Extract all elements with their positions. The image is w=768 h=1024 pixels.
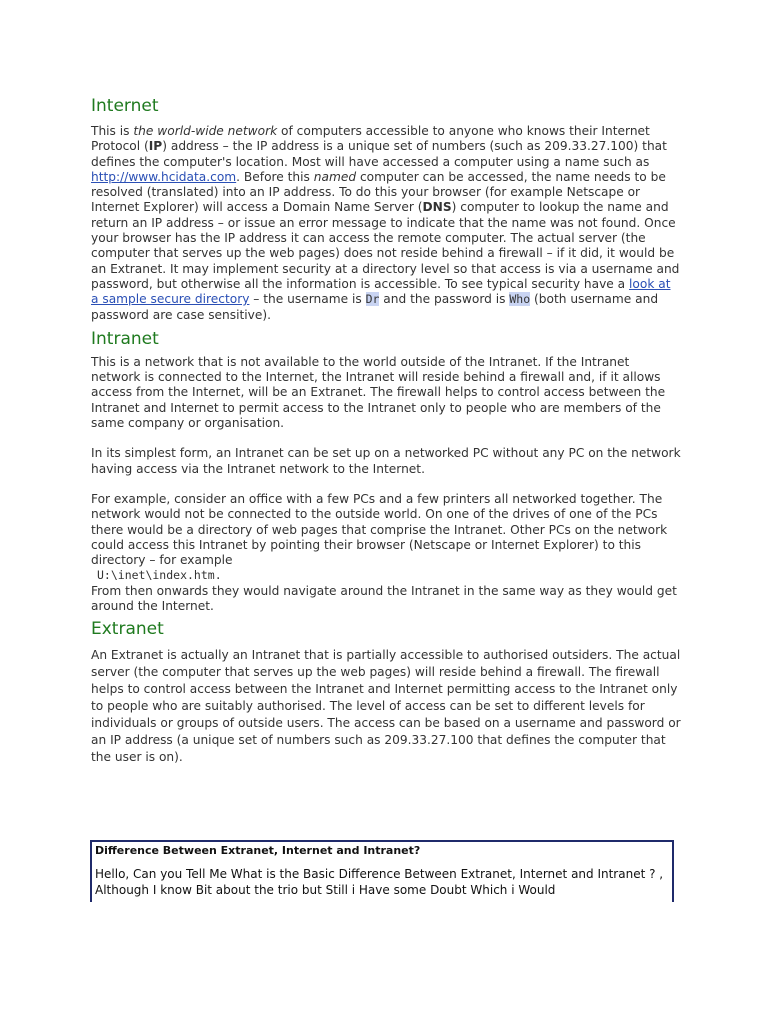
internet-text-2: of computers accessible to anyone who knows their Internet Protocol ( <box>91 124 650 154</box>
password-code: Who <box>509 292 531 307</box>
internet-dns-bold: DNS <box>422 200 452 215</box>
internet-text-5: computer can be accessed, the name needs to be resolved (translated) into an IP address. To do this your browser (for example Netscape or Internet Explorer) will access a Domain Name Server ( <box>91 169 666 215</box>
question-body: Hello, Can you Tell Me What is the Basic Difference Between Extranet, Internet and Intranet ? , Although I know Bit about the trio but Still i Have some Doubt Which i Would <box>95 867 664 897</box>
internet-ip-bold: IP <box>148 139 163 154</box>
intranet-paragraph-3 <box>91 492 681 614</box>
intranet-path-code: U:\inet\index.htm. <box>97 568 222 583</box>
internet-text-1: This is <box>91 124 134 138</box>
internet-text-3: ) address – the IP address is a unique set of numbers (such as 209.33.27.100) that defines the computer's location. Most will have accessed a computer using a name such as <box>91 139 667 169</box>
secure-directory-link[interactable]: look at a sample secure directory <box>91 276 671 307</box>
question-title: Difference Between Extranet, Internet and Intranet? <box>95 844 421 857</box>
internet-text-6: ) computer to lookup the name and return an IP address – or issue an error message to indicate that the name was not found. Once your browser has the IP address it can access the remote computer. The actual server (the computer that serves up the web pages) does not reside behind a firewall – if it did, it would be an Extranet. It may implement security at a directory level so that access is via a username and password, but otherwise all the information is accessible. To see typical security have a <box>91 200 680 291</box>
internet-text-9: (both username and password are case sensitive). <box>91 292 659 322</box>
intranet-section <box>91 327 681 614</box>
intranet-paragraph-2: In its simplest form, an Intranet can be set up on a networked PC without any PC on the network having access via the Intranet network to the Internet. <box>91 446 681 476</box>
question-box <box>90 840 674 902</box>
internet-heading: Internet <box>91 96 159 116</box>
extranet-paragraph: An Extranet is actually an Intranet that is partially accessible to authorised outsiders. The actual server (the computer that serves up the web pages) will reside behind a firewall. The firewall helps to control access between the Intranet and Internet permitting access to the Intranet only to people who are suitably authorised. The level of access can be set to different levels for individuals or groups of outside users. The access can be based on a username and password or an IP address (a unique set of numbers such as 209.33.27.100 that defines the computer that the user is on). <box>91 648 681 765</box>
internet-text-8: and the password is <box>379 292 510 307</box>
internet-emphasis-2: named <box>313 169 357 184</box>
extranet-heading: Extranet <box>91 619 164 640</box>
document-page <box>91 94 681 766</box>
internet-text-4: . Before this <box>236 169 314 184</box>
intranet-text-4: From then onwards they would navigate around the Intranet in the same way as they would get around the Internet. <box>91 583 677 614</box>
hcidata-link[interactable]: http://www.hcidata.com <box>91 169 237 184</box>
internet-emphasis-1: the world-wide network <box>133 124 278 138</box>
username-code: Dr <box>365 292 380 307</box>
paragraph-spacer <box>91 477 681 492</box>
intranet-heading: Intranet <box>91 328 159 349</box>
internet-text-7: – the username is <box>249 292 366 307</box>
extranet-section <box>91 617 681 766</box>
intranet-paragraph-1: This is a network that is not available to the world outside of the Intranet. If the Intranet network is connected to the Internet, the Intranet will reside behind a firewall and, if it allows access from the Internet, will be an Extranet. The firewall helps to control access between the Intranet and Internet to permit access to the Intranet only to people who are members of the same company or organisation. <box>91 354 666 431</box>
paragraph-spacer <box>91 431 681 446</box>
internet-paragraph <box>91 124 681 323</box>
intranet-text-3: For example, consider an office with a few PCs and a few printers all networked together. The network would not be connected to the outside world. On one of the drives of one of the PCs there would be a directory of web pages that comprise the Intranet. Other PCs on the network could access this Intranet by pointing their browser (Netscape or Internet Explorer) to this directory – for example <box>91 491 668 568</box>
internet-section <box>91 94 681 323</box>
